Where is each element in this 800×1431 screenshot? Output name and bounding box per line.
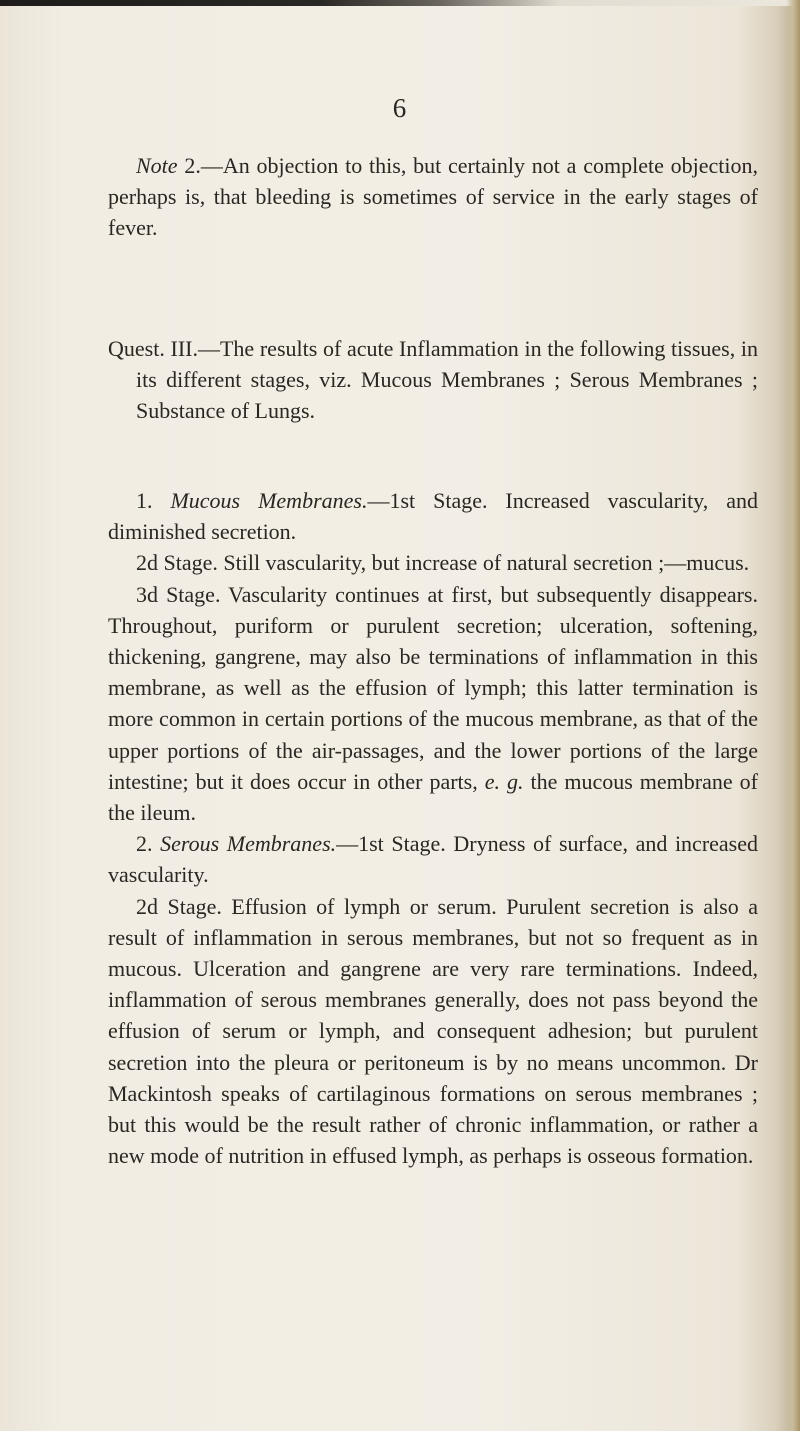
mucous-stage-3 xyxy=(108,579,758,829)
mucous-number: 1. xyxy=(136,488,171,513)
page-binding-edge xyxy=(786,0,800,1431)
serous-heading: Serous Membranes. xyxy=(160,831,337,857)
mucous-stage-3-end: the mucous membrane of the ileum. xyxy=(108,768,758,826)
question-block xyxy=(108,333,758,427)
mucous-stage-3-text: 3d Stage. Vascularity continues at first, but subsequently disappears. Throughout, puriform or purulent secretion; ulceration, softening, thickening, gangrene, may also be terminations of inflammation in this membrane, as well as the effusion of lymph; this latter termination is more common in certain portions of the mucous membrane, as that of the upper portions of the air-passages, and the lower portions of the large intestine; but it does occur in other parts, xyxy=(108,581,758,794)
note-label: Note xyxy=(136,153,178,178)
serous-number: 2. xyxy=(136,831,161,857)
serous-stage-1 xyxy=(108,828,758,890)
page-number: 6 xyxy=(392,93,408,123)
serous-stage-2: 2d Stage. Effusion of lymph or serum. Purulent secretion is also a result of inflammation in serous membranes, but not so frequent as in mucous. Ulceration and gangrene are very rare terminations. Indeed, inflammation of serous membranes generally, does not pass beyond the effusion of serum or lymph, and consequent adhesion; but purulent secretion into the pleura or peritoneum is by no means uncommon. Dr Mackintosh speaks of cartilaginous formations on serous membranes ; but this would be the result rather of chronic inflammation, or rather a new mode of nutrition in effused lymph, as perhaps is osseous formation. xyxy=(108,893,758,1169)
mucous-stage-2: 2d Stage. Still vascularity, but increase of natural secretion ;—mucus. xyxy=(136,550,750,576)
mucous-stage-1-text: —1st Stage. Increased vascularity, and diminished secretion. xyxy=(108,488,758,545)
note-text: 2.—An objection to this, but certainly not a complete objection, perhaps is, that bleeding is sometimes of service in the early stages of fever. xyxy=(108,153,758,241)
note-block xyxy=(108,150,758,244)
answer-block xyxy=(108,485,758,1171)
note-paragraph xyxy=(108,150,758,244)
question-paragraph: Quest. III.—The results of acute Inflammation in the following tissues, in its different stages, viz. Mucous Membranes ; Serous Membranes ; Substance of Lungs. xyxy=(108,336,758,424)
serous-stage-1-text: —1st Stage. Dryness of surface, and increased vascularity. xyxy=(108,831,758,888)
mucous-heading: Mucous Membranes. xyxy=(170,488,368,513)
mucous-example-abbrev: e. g. xyxy=(484,768,524,794)
mucous-stage-1 xyxy=(108,485,758,547)
page-top-edge xyxy=(0,0,800,6)
